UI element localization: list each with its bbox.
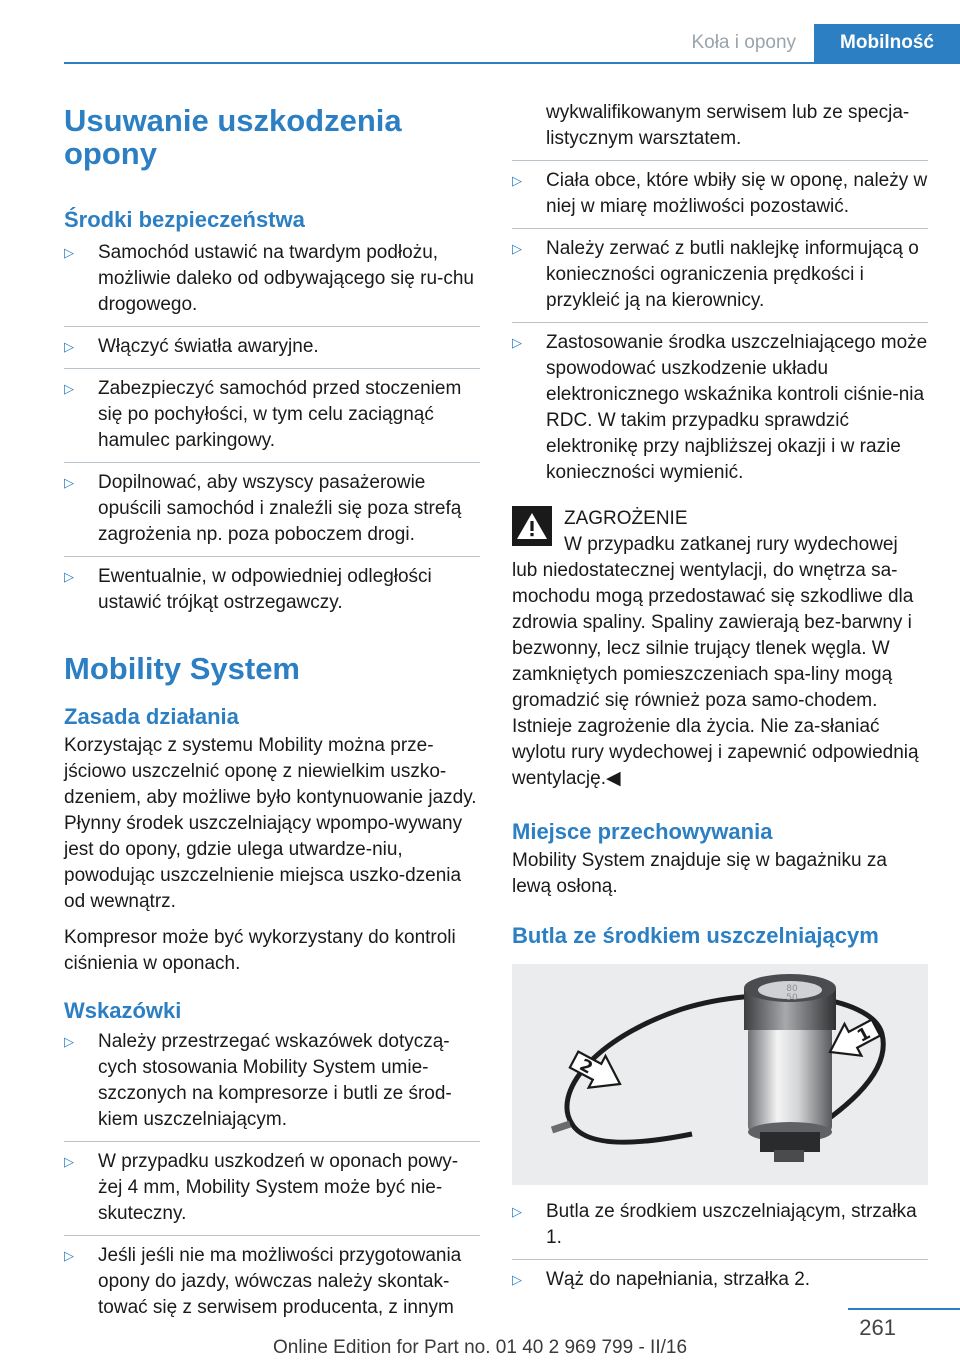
triangle-bullet-icon: ▷ xyxy=(64,245,74,260)
heading-safety: Środki bezpieczeństwa xyxy=(64,207,305,232)
list-item: ▷ Samochód ustawić na twardym podłożu, możliwie daleko od odbywającego się ru‐chu drogowego. xyxy=(64,242,474,315)
bottle-base xyxy=(760,1132,820,1152)
tips-list-continued xyxy=(512,100,928,486)
list-divider xyxy=(64,1141,480,1142)
list-item: ▷ Jeśli jeśli nie ma możliwości przygotowania opony do jazdy, wówczas należy skontak‐tować się z serwisem producenta, z innym xyxy=(64,1245,462,1318)
triangle-bullet-icon: ▷ xyxy=(64,1248,74,1263)
sealant-bottle-photo xyxy=(512,964,928,1185)
page-number: 261 xyxy=(859,1315,896,1340)
header-section-label: Koła i opony xyxy=(673,24,814,62)
list-divider xyxy=(512,160,928,161)
safety-list xyxy=(64,240,480,616)
list-divider xyxy=(64,368,480,369)
triangle-bullet-icon: ▷ xyxy=(512,241,522,256)
title-tire-repair: Usuwanie uszkodzenia opony xyxy=(64,103,402,171)
list-item: ▷ Dopilnować, aby wszyscy pasażerowie opuścili samochód i znaleźli się poza strefą zagrożenia np. poza poboczem drogi. xyxy=(64,472,462,545)
warning-title: ZAGROŻENIE xyxy=(564,508,688,529)
principle-paragraph-1: Korzystając z systemu Mobility można prze‐jściowo uszczelnić oponę z niewielkim uszko‐dzeniem, aby możliwe było kontynuowanie jazdy. Płynny środek uszczelniający wpompo‐wywany jest do opony, gdzie ulega utwardze‐niu, powodując uszczelnienie miejsca uszko‐dzenia od wewnątrz. xyxy=(64,735,477,912)
list-divider xyxy=(512,1259,928,1260)
right-column xyxy=(512,100,928,1293)
list-divider xyxy=(512,228,928,229)
list-item: ▷ Należy przestrzegać wskazówek dotyczą‐cych stosowania Mobility System umie‐szczonych na kompresorze i butli ze środ‐kiem uszczelniającym. xyxy=(64,1031,452,1130)
cap-print-line-1: 80 xyxy=(786,984,798,994)
triangle-bullet-icon: ▷ xyxy=(64,569,74,584)
triangle-bullet-icon: ▷ xyxy=(64,475,74,490)
list-divider xyxy=(512,322,928,323)
header-chapter-tab: Mobilność xyxy=(814,24,960,62)
triangle-bullet-icon: ▷ xyxy=(64,1034,74,1049)
list-item: wykwalifikowanym serwisem lub ze specja‐listycznym warsztatem. xyxy=(546,102,910,149)
storage-paragraph: Mobility System znajduje się w bagażniku za lewą osłoną. xyxy=(512,850,887,897)
list-item: ▷ Zastosowanie środka uszczelniającego może spowodować uszkodzenie układu elektronicznego wskaźnika kontroli ciśnie‐nia RDC. W takim przypadku sprawdzić elektronikę przy najbliższej okazji i w razie konieczności wymienić. xyxy=(512,332,928,483)
list-divider xyxy=(64,1235,480,1236)
sealant-bottle-illustration xyxy=(512,964,928,1185)
heading-sealant-bottle: Butla ze środkiem uszczelniającym xyxy=(512,923,879,948)
triangle-bullet-icon: ▷ xyxy=(64,1154,74,1169)
list-item: ▷ W przypadku uszkodzeń w oponach powy‐żej 4 mm, Mobility System może być nie‐skuteczny. xyxy=(64,1151,459,1224)
bottle-body xyxy=(748,1024,832,1134)
list-item: ▷ Włączyć światła awaryjne. xyxy=(64,334,480,360)
footer-rule xyxy=(848,1308,960,1310)
warning-text: W przypadku zatkanej rury wydechowej lub niedostatecznej wentylacji, do wnętrza sa‐mochodu mogą przedostawać się szkodliwe dla zdrowia spaliny. Spaliny zawierają bez‐barwny i bezwonny, lecz silnie trujący tlenek węgla. W zamkniętych pomieszczeniach spa‐liny mogą gromadzić się również poza samo‐chodem. Istnieje zagrożenie dla życia. Nie za‐słaniać wylotu rury wydechowej i zapewnić odpowiednią wentylację.◀ xyxy=(512,534,919,789)
list-item: ▷ Wąż do napełniania, strzałka 2. xyxy=(512,1267,928,1293)
warning-triangle-icon xyxy=(512,506,552,546)
triangle-bullet-icon: ▷ xyxy=(64,339,74,354)
page-header xyxy=(673,24,960,62)
list-item: ▷ Zabezpieczyć samochód przed stoczeniem się po pochyłości, w tym celu zaciągnąć hamulec parkingowy. xyxy=(64,378,462,451)
header-rule xyxy=(64,62,960,64)
list-divider xyxy=(64,326,480,327)
list-item: ▷ Butla ze środkiem uszczelniającym, strzałka 1. xyxy=(512,1201,917,1248)
triangle-bullet-icon: ▷ xyxy=(512,335,522,350)
danger-warning-box xyxy=(512,506,928,792)
triangle-bullet-icon: ▷ xyxy=(64,381,74,396)
edition-footer: Online Edition for Part no. 01 40 2 969 799 - II/16 xyxy=(272,1337,688,1358)
list-divider xyxy=(64,556,480,557)
list-item: ▷ Ciała obce, które wbiły się w oponę, należy w niej w miarę możliwości pozostawić. xyxy=(512,170,928,217)
bottle-parts-list xyxy=(512,1199,928,1293)
triangle-bullet-icon: ▷ xyxy=(512,1204,522,1219)
title-mobility-system: Mobility System xyxy=(64,651,300,686)
triangle-bullet-icon: ▷ xyxy=(512,173,522,188)
list-item: ▷ Należy zerwać z butli naklejkę informującą o konieczności ograniczenia prędkości i przykleić ją na kierownicy. xyxy=(512,238,919,311)
arrow-2-label: 2 xyxy=(576,1055,596,1079)
heading-storage: Miejsce przechowywania xyxy=(512,819,773,844)
triangle-bullet-icon: ▷ xyxy=(512,1272,522,1287)
arrow-1-label: 1 xyxy=(854,1023,874,1047)
left-column xyxy=(64,100,480,1321)
principle-paragraph-2: Kompresor może być wykorzystany do kontroli ciśnienia w oponach. xyxy=(64,927,456,974)
heading-tips: Wskazówki xyxy=(64,998,182,1023)
list-divider xyxy=(64,462,480,463)
tips-list xyxy=(64,1029,480,1321)
heading-principle: Zasada działania xyxy=(64,704,239,729)
cap-print xyxy=(786,984,798,1003)
cap-print-line-2: 50 xyxy=(786,993,798,1003)
list-item: ▷ Ewentualnie, w odpowiedniej odległości ustawić trójkąt ostrzegawczy. xyxy=(64,566,432,613)
